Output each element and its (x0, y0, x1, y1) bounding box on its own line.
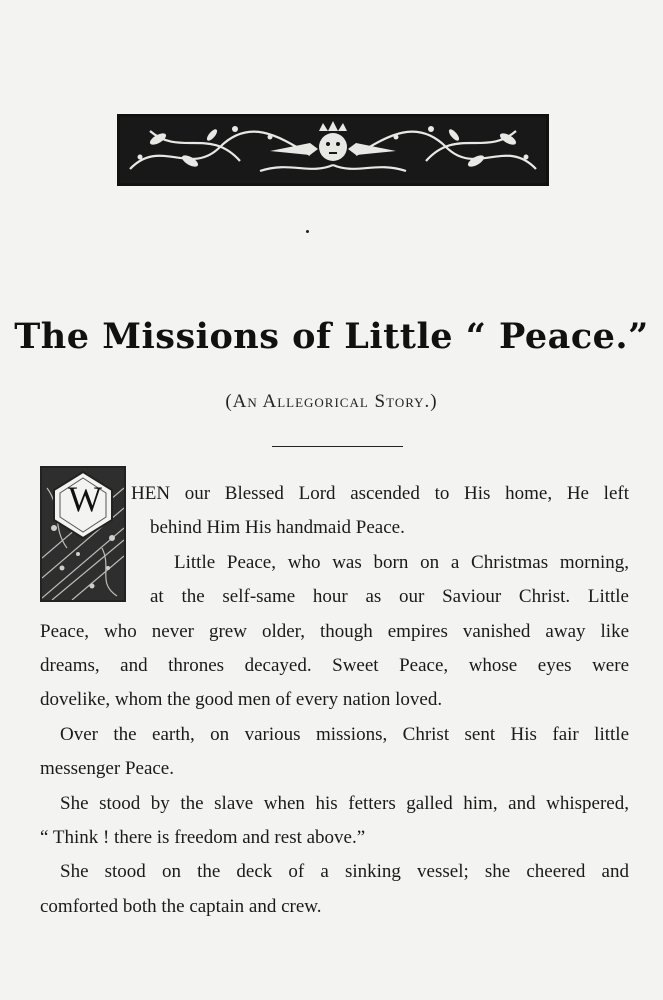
paragraph-line: messenger Peace. (40, 758, 174, 779)
paragraph-line: “ Think ! there is freedom and rest above.” (40, 827, 366, 848)
ornamental-banner (117, 114, 549, 186)
paragraph-line: at the self-same hour as our Saviour Christ. Little (150, 586, 629, 607)
page-subtitle: (An Allegorical Story.) (225, 391, 438, 412)
page-title: The Missions of Little “ Peace.” (14, 316, 649, 357)
drop-cap-letter: W (68, 479, 102, 519)
paragraph-line: dovelike, whom the good men of every nation loved. (40, 689, 443, 710)
paragraph-line: Little Peace, who was born on a Christmas morning, (174, 552, 629, 573)
paragraph-line: dreams, and thrones decayed. Sweet Peace, whose eyes were (40, 655, 629, 676)
paragraph-line: HEN our Blessed Lord ascended to His home, He left (131, 483, 629, 504)
divider-rule (272, 446, 403, 447)
ink-speck (306, 230, 309, 233)
drop-cap (40, 466, 126, 602)
paragraph-line: She stood on the deck of a sinking vessel; she cheered and (60, 861, 629, 882)
paragraph-line: comforted both the captain and crew. (40, 896, 322, 917)
paragraph-line: Peace, who never grew older, though empires vanished away like (40, 621, 629, 642)
ornament-icon (120, 117, 546, 183)
paragraph-line: behind Him His handmaid Peace. (150, 517, 405, 538)
paragraph-line: Over the earth, on various missions, Christ sent His fair little (60, 724, 629, 745)
paragraph-line: She stood by the slave when his fetters galled him, and whispered, (60, 793, 629, 814)
